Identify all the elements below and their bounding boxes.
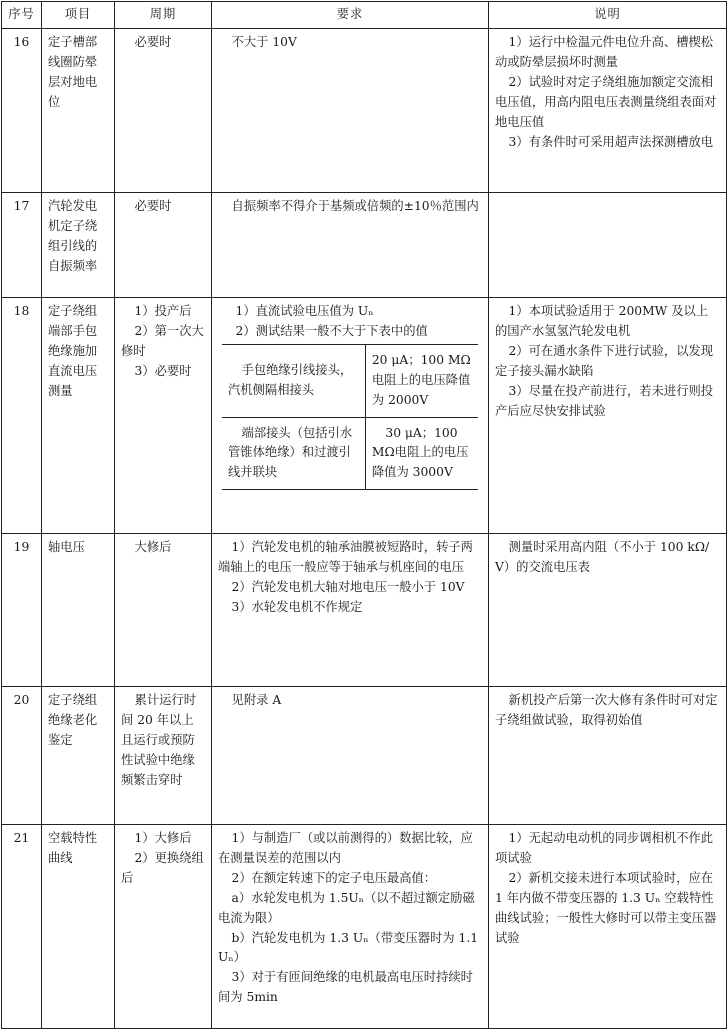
requirement-line: 见附录 A [231, 693, 282, 707]
row-number: 16 [2, 29, 42, 193]
period-line: 累计运行时间 20 年以上且运行或预防性试验中绝缘频繁击穿时 [121, 693, 197, 787]
period-line: 3）必要时 [134, 363, 192, 378]
note-line: 3）有条件时可采用超声法探测槽放电 [508, 134, 714, 149]
row-note [489, 687, 727, 825]
row-number: 18 [2, 298, 42, 534]
table-row [2, 29, 727, 193]
standards-table [1, 1, 727, 1029]
subtable-row [222, 417, 478, 490]
subtable-row [222, 344, 478, 417]
row-item: 空载特性曲线 [42, 825, 115, 1029]
table-row [2, 825, 727, 1029]
note-line: 2）新机交接未进行本项试验时，应在 1 年内做不带变压器的 1.3 Uₙ 空载特性曲线试验；一般性大修时可以带主变压器试验 [495, 870, 717, 945]
row-requirement [212, 29, 489, 193]
period-line: 2）第一次大修时 [121, 323, 204, 358]
requirement-line: 3）水轮发电机不作规定 [231, 599, 363, 614]
note-line: 2）可在通水条件下进行试验，以发现定子接头漏水缺陷 [495, 343, 714, 378]
row-period [115, 29, 212, 193]
note-line: 2）试验时对定子绕组施加额定交流相电压值，用高内阻电压表测量绕组表面对地电压值 [495, 74, 717, 129]
row-requirement [212, 534, 489, 687]
requirement-line: 不大于 10V [231, 35, 297, 49]
requirement-line: 1）直流试验电压值为 Uₙ [235, 304, 374, 318]
note-line: 3）尽量在投产前进行，若未进行则投产后应尽快安排试验 [495, 383, 714, 418]
row-requirement [212, 687, 489, 825]
note-line: 新机投产后第一次大修有条件时可对定子绕组做试验，取得初始值 [495, 693, 718, 727]
note-line: 1）本项试验适用于 200MW 及以上的国产水氢氢汽轮发电机 [495, 304, 709, 338]
row-item: 定子绕组端部手包绝缘施加直流电压测量 [42, 298, 115, 534]
row-number: 19 [2, 534, 42, 687]
row-period [115, 825, 212, 1029]
header-note: 说明 [489, 2, 727, 29]
requirement-line: 1）汽轮发电机的轴承油膜被短路时，转子两端轴上的电压一般应等于轴承与机座间的电压 [218, 540, 473, 574]
row-period [115, 193, 212, 298]
header-item: 项目 [42, 2, 115, 29]
row-item: 轴电压 [42, 534, 115, 687]
row-period [115, 687, 212, 825]
row-note [489, 193, 727, 298]
header-requirement: 要求 [212, 2, 489, 29]
header-seq: 序号 [2, 2, 42, 29]
row-note [489, 29, 727, 193]
subtable-limit: 30 μA；100 MΩ电阻上的电压降值为 3000V [365, 417, 478, 490]
period-line: 大修后 [134, 540, 172, 554]
row-note [489, 825, 727, 1029]
row-requirement [212, 298, 489, 534]
row-number: 21 [2, 825, 42, 1029]
requirement-line: 1）与制造厂（或以前测得的）数据比较，应在测量误差的范围以内 [218, 831, 473, 865]
row-requirement [212, 193, 489, 298]
row-item: 定子绕组绝缘老化鉴定 [42, 687, 115, 825]
requirement-line: 2）测试结果一般不大于下表中的值 [235, 323, 428, 338]
period-line: 必要时 [134, 35, 172, 49]
table-row [2, 193, 727, 298]
period-line: 1）投产后 [134, 304, 192, 318]
table-row [2, 687, 727, 825]
row-number: 20 [2, 687, 42, 825]
header-row [2, 2, 727, 29]
requirement-line: 3）对于有匝间绝缘的电机最高电压时持续时间为 5min [218, 970, 473, 1005]
note-line: 1）运行中检温元件电位升高、槽楔松动或防晕层损坏时测量 [495, 35, 714, 69]
requirement-line: 2）在额定转速下的定子电压最高值： [231, 870, 437, 885]
requirement-line: 2）汽轮发电机大轴对地电压一般小于 10V [231, 579, 465, 594]
subtable-limit: 20 μA；100 MΩ电阻上的电压降值为 2000V [365, 344, 478, 417]
header-period: 周期 [115, 2, 212, 29]
requirement-line: a）水轮发电机为 1.5Uₙ（以不超过额定励磁电流为限） [218, 890, 475, 925]
requirement-line: b）汽轮发电机为 1.3 Uₙ（带变压器时为 1.1Uₙ） [218, 930, 479, 965]
table-row [2, 534, 727, 687]
period-line: 2）更换绕组后 [121, 850, 204, 885]
row-period [115, 298, 212, 534]
row-note [489, 298, 727, 534]
row-item: 汽轮发电机定子绕组引线的自振频率 [42, 193, 115, 298]
row-requirement [212, 825, 489, 1029]
subtable-location: 手包绝缘引线接头，汽机侧隔相接头 [222, 344, 365, 417]
voltage-limit-subtable [222, 344, 478, 490]
subtable-location: 端部接头（包括引水管锥体绝缘）和过渡引线并联块 [222, 417, 365, 490]
row-note [489, 534, 727, 687]
requirement-line: 自振频率不得介于基频或倍频的±10％范围内 [231, 199, 479, 213]
note-line: 测量时采用高内阻（不小于 100 kΩ/V）的交流电压表 [495, 540, 710, 574]
period-line: 必要时 [134, 199, 172, 213]
row-number: 17 [2, 193, 42, 298]
row-period [115, 534, 212, 687]
period-line: 1）大修后 [134, 831, 192, 845]
row-item: 定子槽部线圈防晕层对地电位 [42, 29, 115, 193]
note-line: 1）无起动电动机的同步调相机不作此项试验 [495, 831, 714, 865]
table-row [2, 298, 727, 534]
